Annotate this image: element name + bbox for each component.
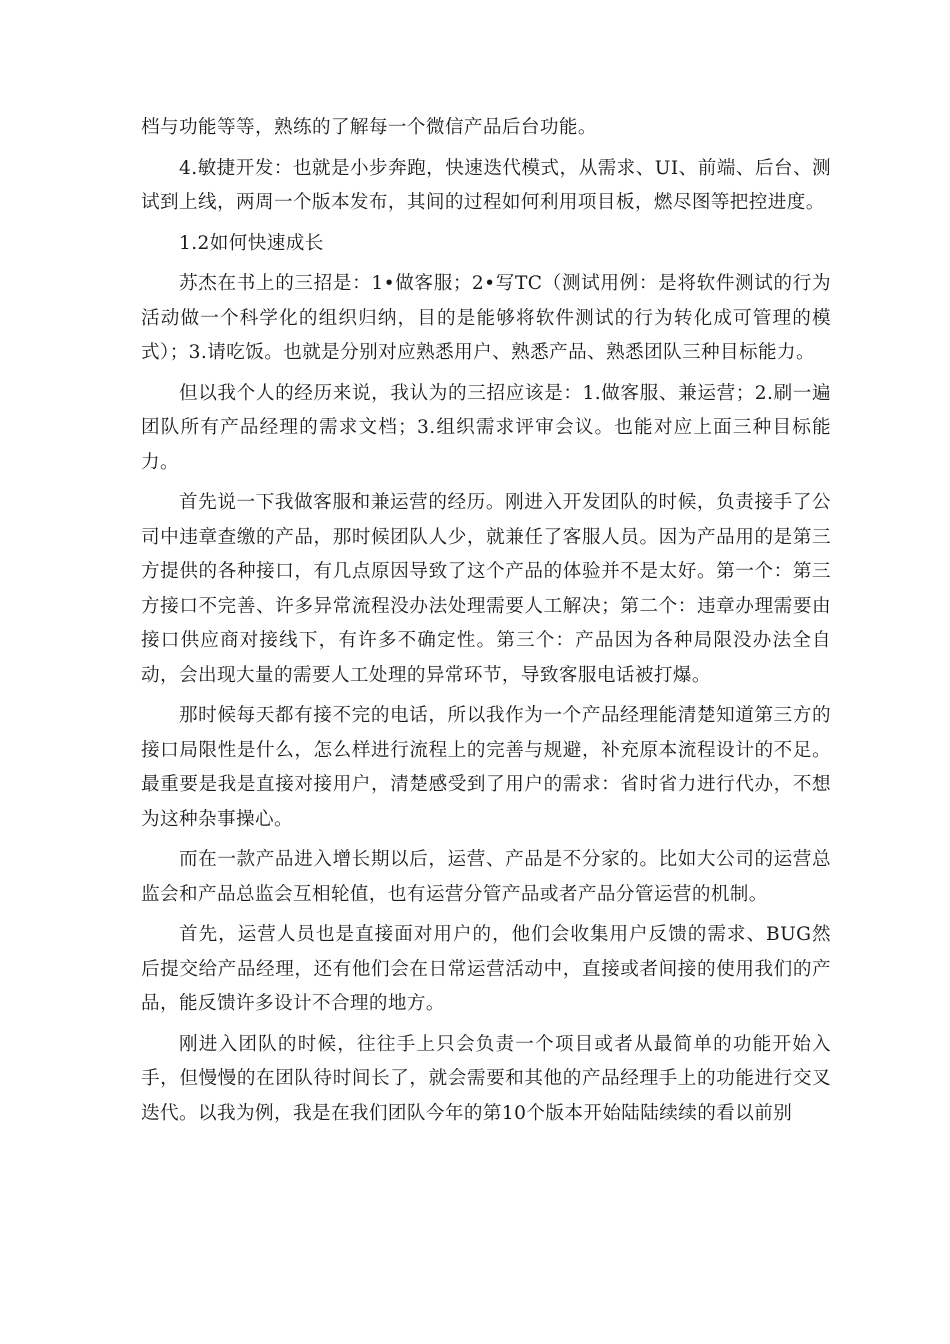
paragraph-9: 刚进入团队的时候，往往手上只会负责一个项目或者从最简单的功能开始入手，但慢慢的在团队待时间长了，就会需要和其他的产品经理手上的功能进行交叉迭代。以我为例，我是在我们团队今年的第10个版本开始陆陆续续的看以前别 [141,1033,831,1124]
document-body [141,111,831,1137]
paragraph-1: 档与功能等等，熟练的了解每一个微信产品后台功能。 [141,117,597,138]
paragraph-8: 首先，运营人员也是直接面对用户的，他们会收集用户反馈的需求、BUG然后提交给产品经理，还有他们会在日常运营活动中，直接或者间接的使用我们的产品，能反馈许多设计不合理的地方。 [141,924,831,1014]
paragraph-5: 首先说一下我做客服和兼运营的经历。刚进入开发团队的时候，负责接手了公司中违章查缴的产品，那时候团队人少，就兼任了客服人员。因为产品用的是第三方提供的各种接口，有几点原因导致了这个产品的体验并不是太好。第一个：第三方接口不完善、许多异常流程没办法处理需要人工解决；第二个：违章办理需要由接口供应商对接线下，有许多不确定性。第三个：产品因为各种局限没办法全自动，会出现大量的需要人工处理的异常环节，导致客服电话被打爆。 [141,492,831,686]
paragraph-7: 而在一款产品进入增长期以后，运营、产品是不分家的。比如大公司的运营总监会和产品总监会互相轮值，也有运营分管产品或者产品分管运营的机制。 [141,849,831,905]
paragraph-2: 4.敏捷开发：也就是小步奔跑，快速迭代模式，从需求、UI、前端、后台、测试到上线，两周一个版本发布，其间的过程如何利用项目板，燃尽图等把控进度。 [141,157,831,213]
paragraph-4: 但以我个人的经历来说，我认为的三招应该是：1.做客服、兼运营；2.刷一遍团队所有产品经理的需求文档；3.组织需求评审会议。也能对应上面三种目标能力。 [141,382,831,473]
paragraph-6: 那时候每天都有接不完的电话，所以我作为一个产品经理能清楚知道第三方的接口局限性是什么，怎么样进行流程上的完善与规避，补充原本流程设计的不足。最重要是我是直接对接用户，清楚感受到了用户的需求：省时省力进行代办，不想为这种杂事操心。 [141,705,831,830]
paragraph-3: 苏杰在书上的三招是：1•做客服；2•写TC（测试用例：是将软件测试的行为活动做一个科学化的组织归纳，目的是能够将软件测试的行为转化成可管理的模式）；3.请吃饭。也就是分别对应熟悉用户、熟悉产品、熟悉团队三种目标能力。 [141,273,831,363]
section-heading: 1.2如何快速成长 [179,232,324,254]
